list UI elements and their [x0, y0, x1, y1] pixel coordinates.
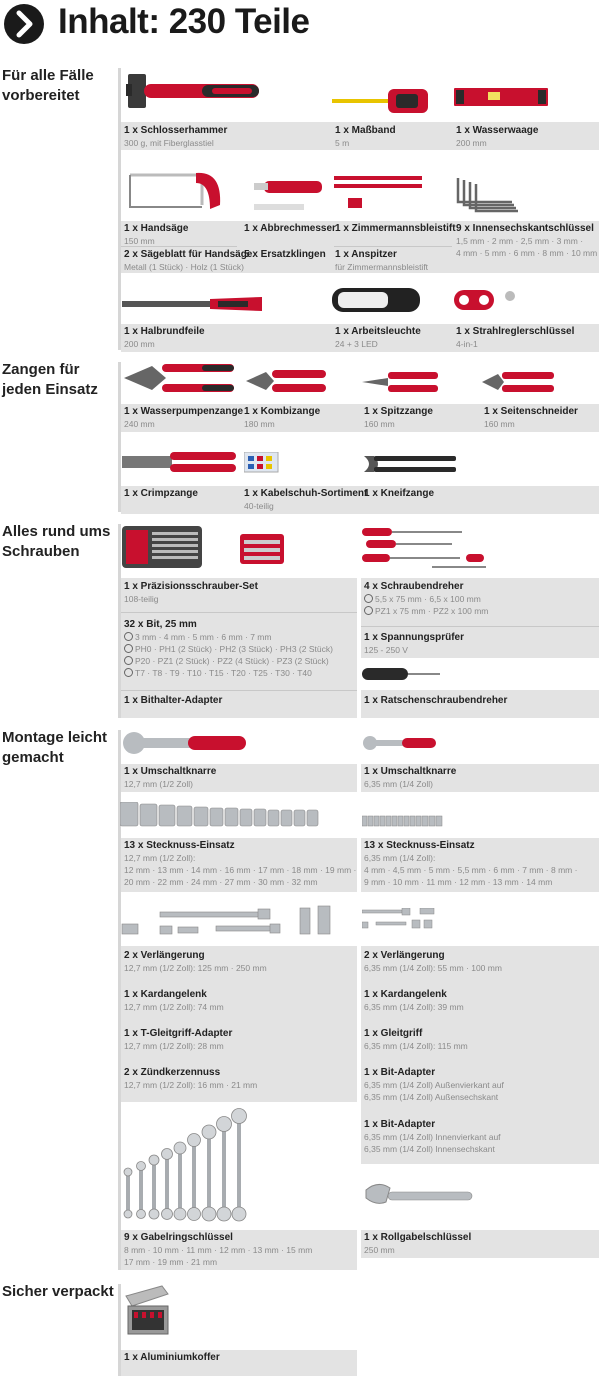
section-divider — [118, 68, 121, 350]
phillips-icon — [124, 644, 133, 653]
item-label: 1 x T-Gleitgriff-Adapter 12,7 mm (1/2 Zoll): 28 mm — [124, 1028, 233, 1051]
item-label: 1 x Handsäge 150 mm — [124, 223, 189, 246]
pozidriv-icon — [364, 606, 373, 615]
item-label: 1 x Maßband 5 m — [335, 125, 396, 148]
section-title-montage: Montage leicht gemacht — [2, 729, 108, 766]
item-label: 2 x Verlängerung 6,35 mm (1/4 Zoll): 55 mm · 100 mm — [364, 950, 502, 973]
file-illustration — [122, 294, 264, 314]
item-label: 1 x Gleitgriff 6,35 mm (1/4 Zoll): 115 mm — [364, 1028, 468, 1051]
item-label: 13 x Stecknuss-Einsatz 6,35 mm (1/4 Zoll): 4 mm · 4,5 mm · 5 mm · 5,5 mm · 6 mm · 7 mm · 8 mm · 9 mm · 10 mm · 11 mm · 12 mm · 13 mm · 14 mm — [364, 840, 578, 887]
section-title-verpackt: Sicher verpackt — [2, 1283, 114, 1300]
ratchet-half-inch-illustration — [122, 730, 248, 756]
section-title-vorbereitet: Für alle Fälle vorbereitet — [2, 67, 94, 104]
combination-wrenches-illustration — [120, 1108, 250, 1222]
divider — [121, 612, 357, 613]
screwdrivers-illustration — [362, 526, 486, 570]
cable-lug-assortment-illustration — [244, 452, 280, 474]
divider — [121, 690, 357, 691]
hex-keys-illustration — [452, 172, 524, 216]
item-label: 1 x Halbrundfeile 200 mm — [124, 326, 205, 349]
divider — [361, 626, 599, 627]
adjustable-wrench-illustration — [362, 1180, 474, 1220]
item-label: 1 x Wasserpumpenzange 240 mm — [124, 406, 244, 429]
item-label: 32 x Bit, 25 mm 3 mm · 4 mm · 5 mm · 6 mm · 7 mm PH0 · PH1 (2 Stück) · PH2 (3 Stück) · PH3 (2 Stück) P20 · PZ1 (2 Stück) · PZ2 (4 Stück) · PZ3 (2 Stück) T7 · T8 · T9 · T10 · T15 · T20 · T25 · T30 · T40 — [124, 619, 333, 678]
item-label: 1 x Anspitzer für Zimmermannsbleistift — [335, 249, 429, 272]
item-label: 2 x Zündkerzennuss 12,7 mm (1/2 Zoll): 16 mm · 21 mm — [124, 1067, 258, 1090]
item-label: 1 x Bit-Adapter 6,35 mm (1/4 Zoll) Innenvierkant auf 6,35 mm (1/4 Zoll) Innensechskant — [364, 1119, 501, 1154]
work-light-illustration — [332, 286, 422, 314]
item-label: 1 x Umschaltknarre 12,7 mm (1/2 Zoll) — [124, 766, 217, 789]
item-label: 9 x Innensechskantschlüssel 1,5 mm · 2 mm · 2,5 mm · 3 mm · 4 mm · 5 mm · 6 mm · 8 mm · 10 mm — [456, 223, 598, 258]
page-header — [0, 0, 600, 50]
item-label: 1 x Schlosserhammer 300 g, mit Fiberglasstiel — [124, 125, 228, 148]
torx-icon — [124, 668, 133, 677]
pencil-illustration — [334, 176, 424, 216]
item-label: 1 x Bithalter-Adapter — [124, 695, 223, 706]
needle-nose-pliers-illustration — [362, 368, 442, 396]
item-label: 1 x Seitenschneider 160 mm — [484, 406, 578, 429]
item-label: 13 x Stecknuss-Einsatz 12,7 mm (1/2 Zoll): 12 mm · 13 mm · 14 mm · 16 mm · 17 mm · 18 mm · 19 mm · 20 mm · 22 mm · 24 mm · 27 mm · 30 mm · 32 mm — [124, 840, 357, 887]
end-cutting-pliers-illustration — [362, 452, 458, 476]
slotted-icon — [124, 632, 133, 641]
item-label: 1 x Rollgabelschlüssel 250 mm — [364, 1232, 472, 1255]
precision-screwdriver-set-illustration — [122, 526, 204, 570]
item-label: 1 x Kneifzange — [364, 488, 435, 499]
item-label: 1 x Wasserwaage 200 mm — [456, 125, 539, 148]
aluminium-case-illustration — [122, 1284, 172, 1338]
sockets-quarter-inch-illustration — [362, 814, 446, 828]
section-title-zangen: Zangen für jeden Einsatz — [2, 361, 98, 398]
pozidriv-icon — [124, 656, 133, 665]
item-label: 1 x Aluminiumkoffer — [124, 1352, 220, 1363]
extensions-quarter-inch-illustration — [362, 908, 438, 934]
item-label: 1 x Umschaltknarre 6,35 mm (1/4 Zoll) — [364, 766, 457, 789]
item-label: 5 x Ersatzklingen — [244, 249, 326, 260]
page-title: Inhalt: 230 Teile — [58, 2, 310, 41]
item-label: 1 x Crimpzange — [124, 488, 198, 499]
item-label: 1 x Zimmermannsbleistift — [335, 223, 456, 234]
item-label: 4 x Schraubendreher 5,5 x 75 mm · 6,5 x 100 mm PZ1 x 75 mm · PZ2 x 100 mm — [364, 581, 489, 616]
hacksaw-illustration — [122, 165, 240, 215]
ratchet-quarter-inch-illustration — [362, 734, 438, 752]
divider — [334, 246, 452, 247]
item-label: 2 x Verlängerung 12,7 mm (1/2 Zoll): 125 mm · 250 mm — [124, 950, 267, 973]
item-label: 9 x Gabelringschlüssel 8 mm · 10 mm · 11 mm · 12 mm · 13 mm · 15 mm 17 mm · 19 mm · 21 mm — [124, 1232, 313, 1267]
item-label: 1 x Ratschenschraubendreher — [364, 695, 508, 706]
item-label: 1 x Arbeitsleuchte 24 + 3 LED — [335, 326, 421, 349]
cutter-knife-illustration — [244, 178, 326, 218]
ratchet-screwdriver-illustration — [362, 664, 442, 684]
item-label: 1 x Kardangelenk 12,7 mm (1/2 Zoll): 74 mm — [124, 989, 224, 1012]
hammer-illustration — [122, 70, 267, 114]
item-label: 1 x Kombizange 180 mm — [244, 406, 321, 429]
sockets-half-inch-illustration — [120, 802, 326, 828]
spirit-level-illustration — [454, 86, 550, 108]
chevron-right-icon — [4, 4, 44, 44]
item-label: 1 x Spitzzange 160 mm — [364, 406, 433, 429]
tape-measure-illustration — [332, 86, 432, 116]
item-label: 2 x Sägeblatt für Handsäge Metall (1 Stück) · Holz (1 Stück) — [124, 249, 253, 272]
item-label: 1 x Bit-Adapter 6,35 mm (1/4 Zoll) Außenvierkant auf 6,35 mm (1/4 Zoll) Außensechskant — [364, 1067, 504, 1102]
side-cutter-illustration — [482, 368, 558, 396]
extensions-half-inch-illustration — [120, 904, 340, 938]
item-label: 1 x Spannungsprüfer 125 - 250 V — [364, 632, 465, 655]
item-label: 1 x Strahlreglerschlüssel 4-in-1 — [456, 326, 575, 349]
item-label: 1 x Kardangelenk 6,35 mm (1/4 Zoll): 39 mm — [364, 989, 464, 1012]
item-label: 1 x Abbrechmesser — [244, 223, 336, 234]
item-label: 1 x Kabelschuh-Sortiment 40-teilig — [244, 488, 368, 511]
combination-pliers-illustration — [244, 366, 328, 396]
section-title-schrauben: Alles rund ums Schrauben — [2, 523, 111, 560]
slotted-icon — [364, 594, 373, 603]
bit-box-illustration — [240, 534, 286, 566]
item-label: 1 x Präzisionsschrauber-Set 108-teilig — [124, 581, 258, 604]
water-pump-pliers-illustration — [122, 360, 238, 396]
aerator-key-illustration — [452, 286, 522, 314]
crimping-pliers-illustration — [122, 448, 238, 476]
